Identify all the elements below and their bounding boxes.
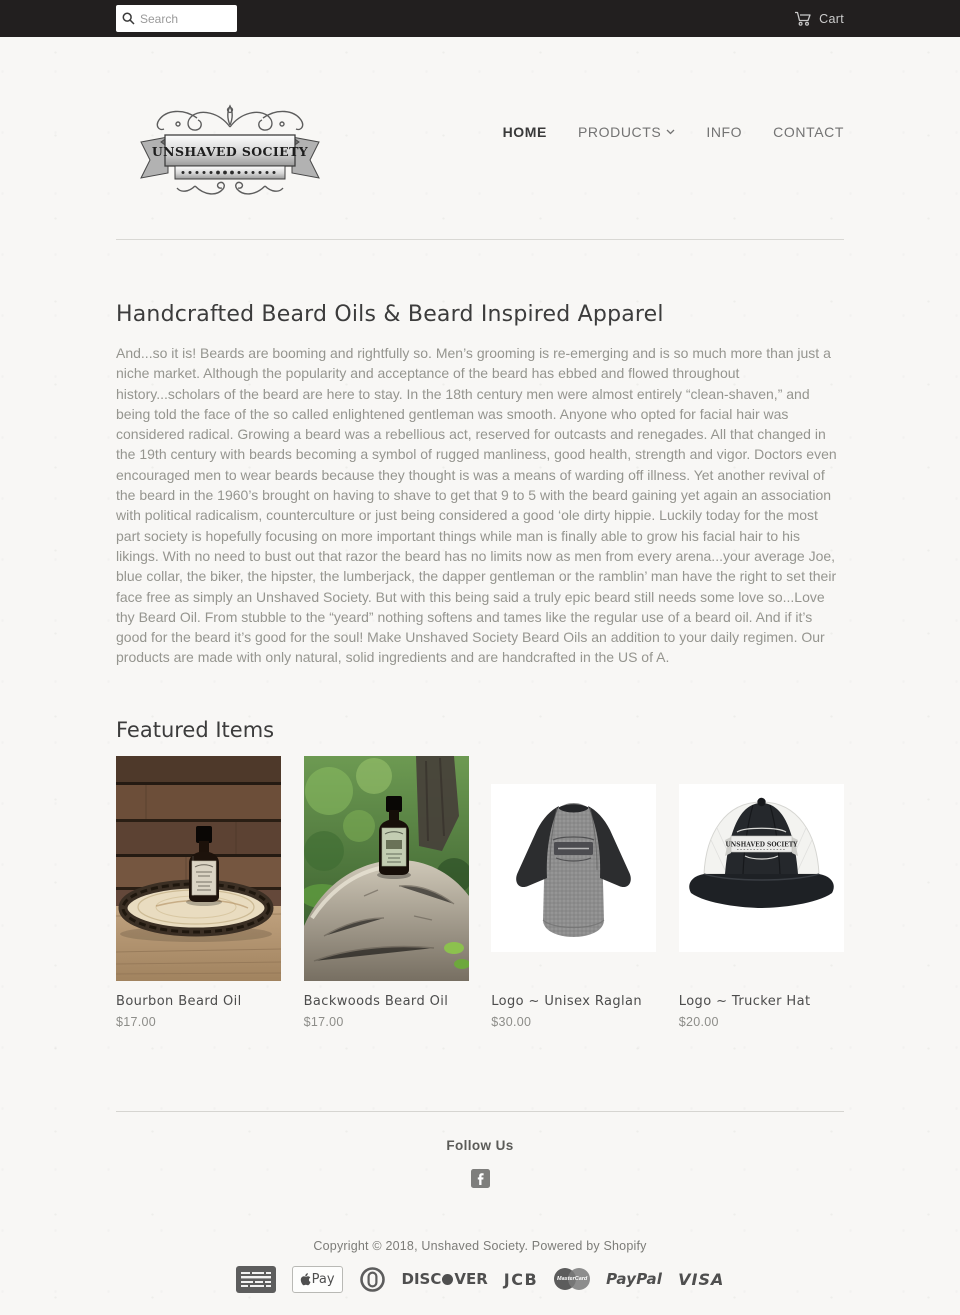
nav-item-home[interactable] <box>503 124 547 140</box>
page-title: Handcrafted Beard Oils & Beard Inspired Apparel <box>116 302 664 327</box>
nav-products-label: PRODUCTS <box>577 124 662 140</box>
facebook-icon <box>471 1169 490 1188</box>
logo-text: UNSHAVED SOCIETY <box>151 143 309 159</box>
follow-us-heading: Follow Us <box>446 1137 514 1153</box>
product-price: $17.00 <box>116 1014 157 1029</box>
jcb-icon: JCB <box>503 1269 539 1289</box>
product-price: $20.00 <box>678 1014 719 1029</box>
discover-icon: DISC VER <box>401 1270 488 1289</box>
cart-link[interactable] <box>794 11 844 27</box>
product-title[interactable]: Logo ~ Unisex Raglan <box>491 993 643 1009</box>
site-footer <box>0 1111 960 1315</box>
discover-dot <box>442 1274 453 1285</box>
mastercard-icon: MasterCard <box>554 1267 590 1291</box>
search-input[interactable] <box>140 12 230 26</box>
product-image-logo-trucker-hat[interactable] <box>679 756 844 981</box>
product-card-backwoods-beard-oil[interactable] <box>304 756 469 1029</box>
featured-product-grid <box>116 756 844 1029</box>
hat-logo-text: UNSHAVED SOCIETY <box>725 841 798 849</box>
product-image-bourbon-beard-oil[interactable] <box>116 756 281 981</box>
main-content <box>116 302 844 1029</box>
facebook-link[interactable] <box>471 1169 490 1193</box>
product-image-logo-unisex-raglan[interactable] <box>491 756 656 981</box>
copyright-text: Copyright © 2018, Unshaved Society. Powered by Shopify <box>313 1238 647 1253</box>
product-price: $17.00 <box>303 1014 344 1029</box>
logo-link[interactable] <box>135 100 325 207</box>
top-bar <box>0 0 960 37</box>
nav-item-info[interactable] <box>706 124 742 140</box>
product-price: $30.00 <box>491 1014 532 1029</box>
product-card-bourbon-beard-oil[interactable] <box>116 756 281 1029</box>
product-image-backwoods-beard-oil[interactable] <box>304 756 469 981</box>
product-title[interactable]: Backwoods Beard Oil <box>303 993 449 1009</box>
american-express-icon <box>236 1266 276 1293</box>
nav-item-contact[interactable] <box>773 124 844 140</box>
search-icon[interactable] <box>122 12 135 25</box>
unshaved-society-logo <box>135 100 325 202</box>
visa-icon: VISA <box>678 1269 725 1289</box>
logo-top-flourish <box>157 106 302 130</box>
featured-items-heading: Featured Items <box>116 717 275 742</box>
logo-bottom-flourish <box>177 182 283 193</box>
product-card-logo-trucker-hat[interactable] <box>679 756 844 1029</box>
nav-contact-label: CONTACT <box>773 124 844 140</box>
product-card-logo-unisex-raglan[interactable] <box>491 756 656 1029</box>
search-form[interactable] <box>116 5 237 32</box>
diners-club-icon <box>359 1266 386 1293</box>
cart-icon <box>794 11 812 27</box>
paypal-icon: PayPal <box>606 1270 663 1289</box>
product-title[interactable]: Bourbon Beard Oil <box>116 993 242 1009</box>
payment-methods-row <box>0 1266 960 1315</box>
apple-pay-icon: Pay <box>292 1266 343 1293</box>
chevron-down-icon <box>666 129 675 135</box>
product-title[interactable]: Logo ~ Trucker Hat <box>678 993 811 1009</box>
main-nav <box>503 124 844 140</box>
site-header <box>0 37 960 240</box>
nav-item-products[interactable] <box>578 124 675 140</box>
nav-info-label: INFO <box>706 124 743 140</box>
footer-divider <box>116 1111 844 1112</box>
intro-paragraph: And...so it is! Beards are booming and rightfully so. Men’s grooming is re-emerging and is so much more than just a niche market. Although the popularity and acceptance of the beard has ebbed and flowed throughout history...scholars of the beard are here to stay. In the 18th century men were almost entirely “clean-shaven,” and being told the face of the so called enlightened gentleman was smooth. Anyone who opted for facial hair was considered radical. Growing a beard was a rebellious act, reserved for outcasts and renegades. All that changed in the 19th century with beards becoming a symbol of rugged manliness, good health, strength and vigor. Doctors even encouraged men to wear beards because they thought is was a means of warding off illness. Yet another revival of the beard in the 1960’s brought on having to shave to get that 9 to 5 with the beard gaining yet again an association with political radicalism, counterculture or just being considered a good ‘ole dirty hippie. Luckily today for the most part society is hopefully focusing on more important things while man is finally able to grow his facial hair to his likings. With no need to bust out that razor the beard has no limits now as men from every arena...your average Joe, blue collar, the biker, the hipster, the lumberjack, the dapper gentleman or the ramblin’ man have the right to set their face free as simply an Unshaved Society. But with this being said a truly epic beard still needs some love so...Love thy Beard Oil. From stubble to the “yeard” nothing softens and tames like the regular use of a beard oil. And if it’s good for the beard it’s good for the soul! Make Unshaved Society Beard Oils an addition to your daily regimen. Our products are made with only natural, solid ingredients and are handcrafted in the US of A. <box>116 345 837 666</box>
cart-label: Cart <box>819 11 844 26</box>
nav-home-label: HOME <box>502 124 547 140</box>
